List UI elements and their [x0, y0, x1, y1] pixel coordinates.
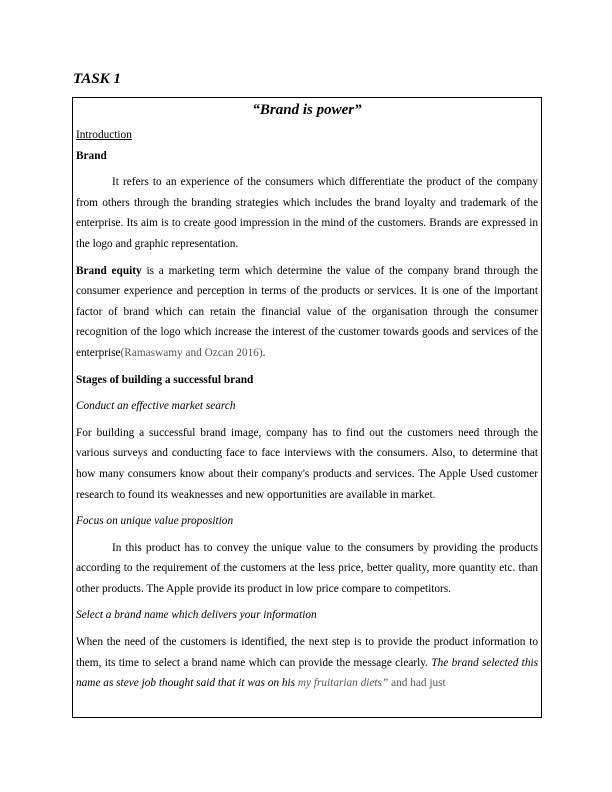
- task-heading: TASK 1: [73, 71, 121, 87]
- introduction-label: Introduction: [76, 129, 132, 141]
- brand-equity-paragraph: [76, 261, 538, 364]
- stages-heading: Stages of building a successful brand: [76, 373, 254, 386]
- stage3-quote: my fruitarian diets”: [297, 677, 389, 690]
- stage1-paragraph: For building a successful brand image, company has to find out the customers need through the various surveys and conducting face to face interviews with the consumers. Also, to determine that how many consumers know about their company's products and services. The Apple Used customer research to found its weaknesses and new opportunities are available in market.: [76, 426, 538, 501]
- stage3-heading: Select a brand name which delivers your information: [76, 609, 317, 622]
- brand-equity-term: Brand equity: [76, 264, 142, 277]
- stage3-text: When the need of the customers is identified, the next step is to provide the product information to them, its time to select a brand name which can provide the message clearly.: [76, 636, 538, 669]
- brand-equity-end: .: [262, 346, 266, 359]
- stage3-italic-text: The brand selected this name as steve job thought said that it was on his: [76, 656, 539, 690]
- stage1-heading: Conduct an effective market search: [76, 400, 236, 413]
- stage3-trailing: and had just: [388, 677, 446, 690]
- document-body: [73, 125, 541, 694]
- quote-title: “Brand is power”: [252, 102, 362, 118]
- content-box: [72, 97, 542, 718]
- brand-equity-text: is a marketing term which determine the value of the company brand through the consumer experience and perception in terms of the products or services. It is one of the important factor of brand which can retain the financial value of the organisation through the consumer recognition of the logo which increase the interest of the customer towards goods and services of the enterprise: [76, 264, 539, 359]
- brand-heading: Brand: [76, 149, 107, 162]
- brand-paragraph: It refers to an experience of the consumers which differentiate the product of the company from others through the branding strategies which includes the brand loyalty and trademark of the enterprise. Its aim is to create good impression in the mind of the customers. Brands are expressed in the logo and graphic representation.: [76, 176, 538, 250]
- stage2-heading: Focus on unique value proposition: [76, 515, 234, 528]
- stage2-paragraph: In this product has to convey the unique value to the consumers by providing the products according to the requirement of the customers at the less price, better quality, more quantity etc. than other products. The Apple provide its product in low price compare to competitors.: [76, 541, 538, 595]
- stage3-paragraph: [76, 632, 538, 694]
- brand-equity-citation: (Ramaswamy and Ozcan 2016): [120, 346, 263, 359]
